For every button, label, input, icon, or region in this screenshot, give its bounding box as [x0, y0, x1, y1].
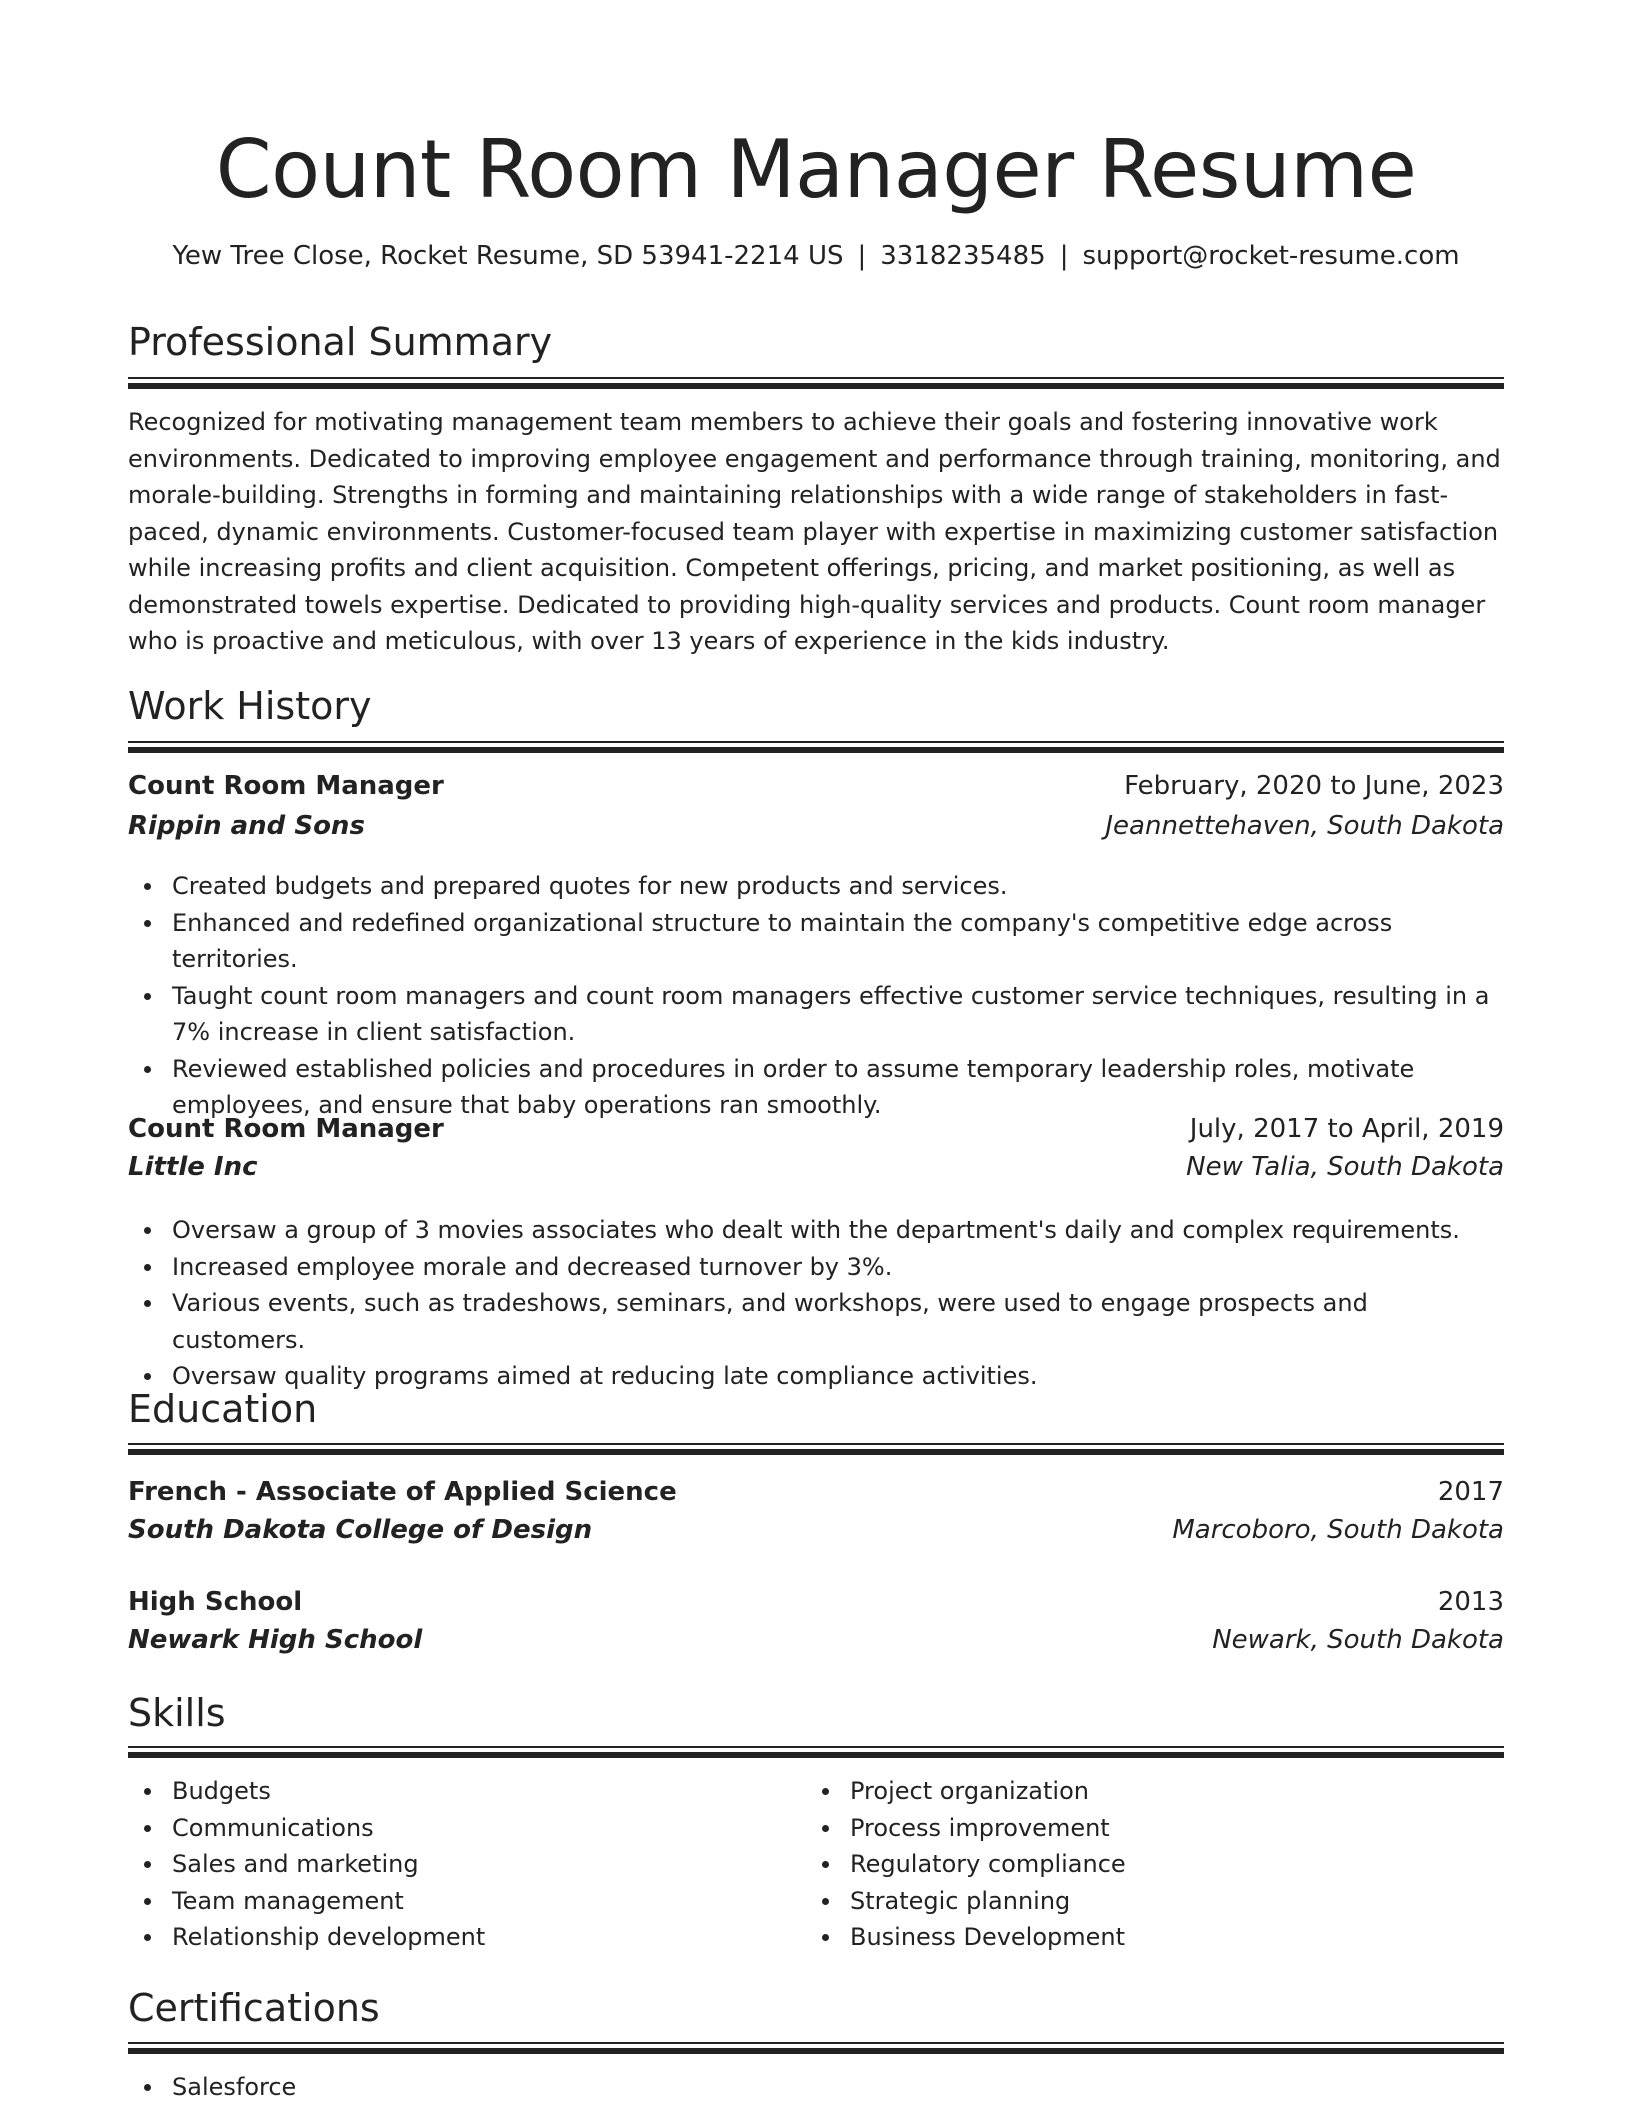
education-degree: French - Associate of Applied Science — [128, 1477, 677, 1507]
phone: 3318235485 — [880, 241, 1046, 271]
certifications-list — [128, 2069, 1504, 2106]
education-school: South Dakota College of Design — [128, 1515, 593, 1545]
list-item: Strategic planning — [806, 1883, 1466, 1920]
list-item: Created budgets and prepared quotes for new products and services. — [128, 868, 1504, 905]
section-divider — [128, 377, 1504, 389]
list-item: Project organization — [806, 1773, 1466, 1810]
education-year: 2013 — [1437, 1587, 1504, 1617]
contact-separator: | — [1059, 241, 1069, 271]
job-1-subheader — [128, 808, 1504, 844]
education-2-header — [128, 1584, 1504, 1620]
list-item: Relationship development — [128, 1919, 788, 1956]
job-company: Rippin and Sons — [128, 811, 365, 841]
job-role: Count Room Manager — [128, 1114, 444, 1144]
list-item: Team management — [128, 1883, 788, 1920]
education-2-subheader — [128, 1622, 1504, 1658]
list-item: Various events, such as tradeshows, seminars, and workshops, were used to engage prospects and customers. — [128, 1285, 1504, 1358]
job-2-header — [128, 1111, 1504, 1147]
list-item: Sales and marketing — [128, 1846, 788, 1883]
list-item: Enhanced and redefined organizational structure to maintain the company's competitive edge across territories. — [128, 905, 1504, 978]
education-1-header — [128, 1474, 1504, 1510]
job-location: Jeannettehaven, South Dakota — [1105, 811, 1504, 841]
education-1-subheader — [128, 1512, 1504, 1548]
section-title-summary: Professional Summary — [128, 320, 553, 364]
job-2-subheader — [128, 1149, 1504, 1185]
list-item: Oversaw a group of 3 movies associates who dealt with the department's daily and complex requirements. — [128, 1212, 1504, 1249]
section-title-skills: Skills — [128, 1691, 226, 1735]
list-item: Process improvement — [806, 1810, 1466, 1847]
section-divider — [128, 1443, 1504, 1455]
education-location: Newark, South Dakota — [1212, 1625, 1504, 1655]
section-divider — [128, 741, 1504, 753]
list-item: Business Development — [806, 1919, 1466, 1956]
resume-title: Count Room Manager Resume — [215, 123, 1417, 216]
job-2-bullets — [128, 1212, 1504, 1395]
job-1-header — [128, 768, 1504, 804]
section-divider — [128, 1746, 1504, 1758]
education-school: Newark High School — [128, 1625, 423, 1655]
list-item: Communications — [128, 1810, 788, 1847]
list-item: Taught count room managers and count room managers effective customer service techniques, resulting in a 7% increase in client satisfaction. — [128, 978, 1504, 1051]
job-dates: July, 2017 to April, 2019 — [1189, 1114, 1504, 1144]
section-divider — [128, 2042, 1504, 2054]
education-year: 2017 — [1437, 1477, 1504, 1507]
address: Yew Tree Close, Rocket Resume, SD 53941-2214 US — [172, 241, 844, 271]
education-location: Marcoboro, South Dakota — [1172, 1515, 1504, 1545]
section-title-education: Education — [128, 1387, 318, 1431]
job-role: Count Room Manager — [128, 771, 444, 801]
job-location: New Talia, South Dakota — [1186, 1152, 1504, 1182]
section-title-certifications: Certifications — [128, 1986, 380, 2030]
list-item: Increased employee morale and decreased turnover by 3%. — [128, 1249, 1504, 1286]
contact-separator: | — [857, 241, 867, 271]
skills-list-right — [806, 1773, 1466, 1956]
list-item: Oversaw quality programs aimed at reducing late compliance activities. — [128, 1358, 1504, 1395]
job-company: Little Inc — [128, 1152, 258, 1182]
summary-text: Recognized for motivating management team members to achieve their goals and fostering innovative work environments. Dedicated to improving employee engagement and performance through training, monitoring, and morale-building. Strengths in forming and maintaining relationships with a wide range of stakeholders in fast-paced, dynamic environments. Customer-focused team player with expertise in maximizing customer satisfaction while increasing profits and client acquisition. Competent offerings, pricing, and market positioning, as well as demonstrated towels expertise. Dedicated to providing high-quality services and products. Count room manager who is proactive and meticulous, with over 13 years of experience in the kids industry. — [128, 408, 1501, 655]
job-dates: February, 2020 to June, 2023 — [1124, 771, 1504, 801]
job-1-bullets — [128, 868, 1504, 1124]
email: support@rocket-resume.com — [1082, 241, 1460, 271]
education-degree: High School — [128, 1587, 303, 1617]
contact-line — [128, 238, 1504, 274]
section-title-work: Work History — [128, 684, 372, 728]
list-item: Salesforce — [128, 2069, 1504, 2106]
list-item: Regulatory compliance — [806, 1846, 1466, 1883]
list-item: Reviewed established policies and procedures in order to assume temporary leadership roles, motivate employees, and ensure that baby operations ran smoothly. — [128, 1051, 1504, 1124]
skills-list-left — [128, 1773, 788, 1956]
list-item: Budgets — [128, 1773, 788, 1810]
